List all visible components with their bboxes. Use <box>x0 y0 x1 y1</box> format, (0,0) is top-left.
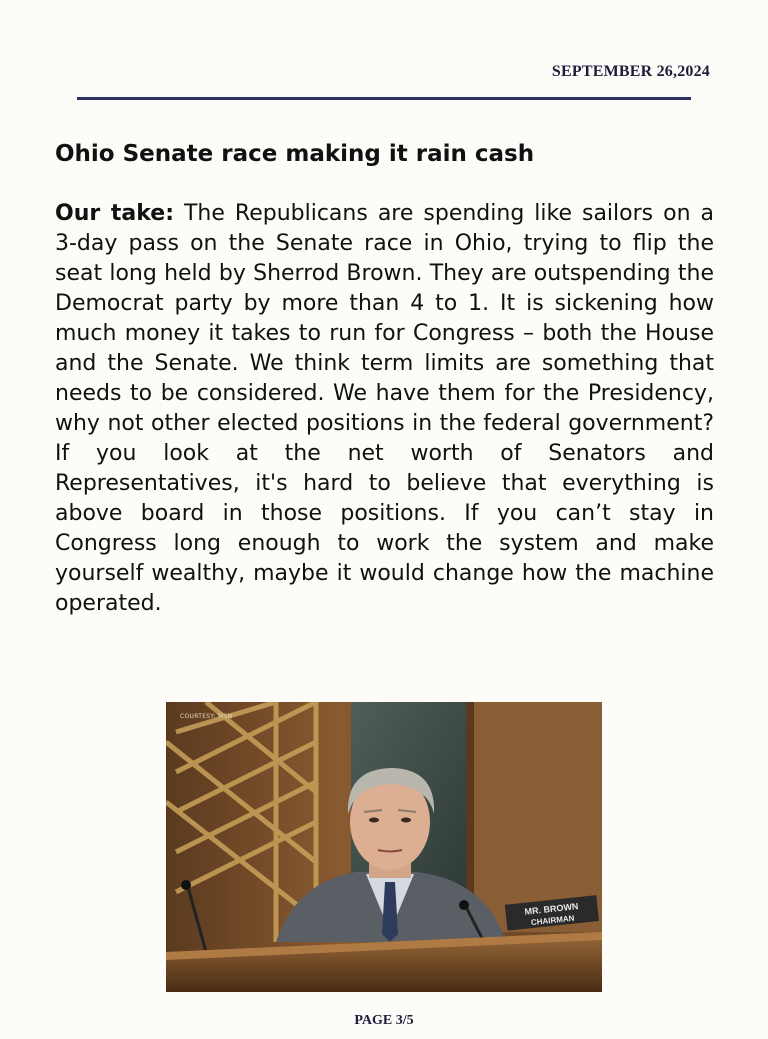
page-number: PAGE 3/5 <box>354 1013 414 1028</box>
header-divider <box>77 97 691 100</box>
photo-credit: COURTESY: MSN <box>180 713 233 720</box>
body-text: The Republicans are spending like sailors on a 3-day pass on the Senate race in Ohio, trying to flip the seat long held by Sherrod Brown. They are outspending the Democrat party by more than 4 to 1. It is sickening how much money it takes to run for Congress – both the House and the Senate. We think term limits are something that needs to be considered. We have them for the Presidency, why not other elected positions in the federal government? If you look at the net worth of Senators and Representatives, it's hard to believe that everything is above board in those positions. If you can’t stay in Congress long enough to work the system and make yourself wealthy, maybe it would change how the machine operated. <box>55 201 714 616</box>
article-body <box>55 199 714 619</box>
nameplate-line2: CHAIRMAN <box>530 913 575 928</box>
article-headline: Ohio Senate race making it rain cash <box>55 141 535 167</box>
nameplate-line1: MR. BROWN <box>524 901 579 917</box>
lead-label: Our take: <box>55 201 174 226</box>
article-photo <box>166 702 602 992</box>
senator-photo-illustration <box>166 702 602 992</box>
publication-date: SEPTEMBER 26,2024 <box>551 63 710 80</box>
